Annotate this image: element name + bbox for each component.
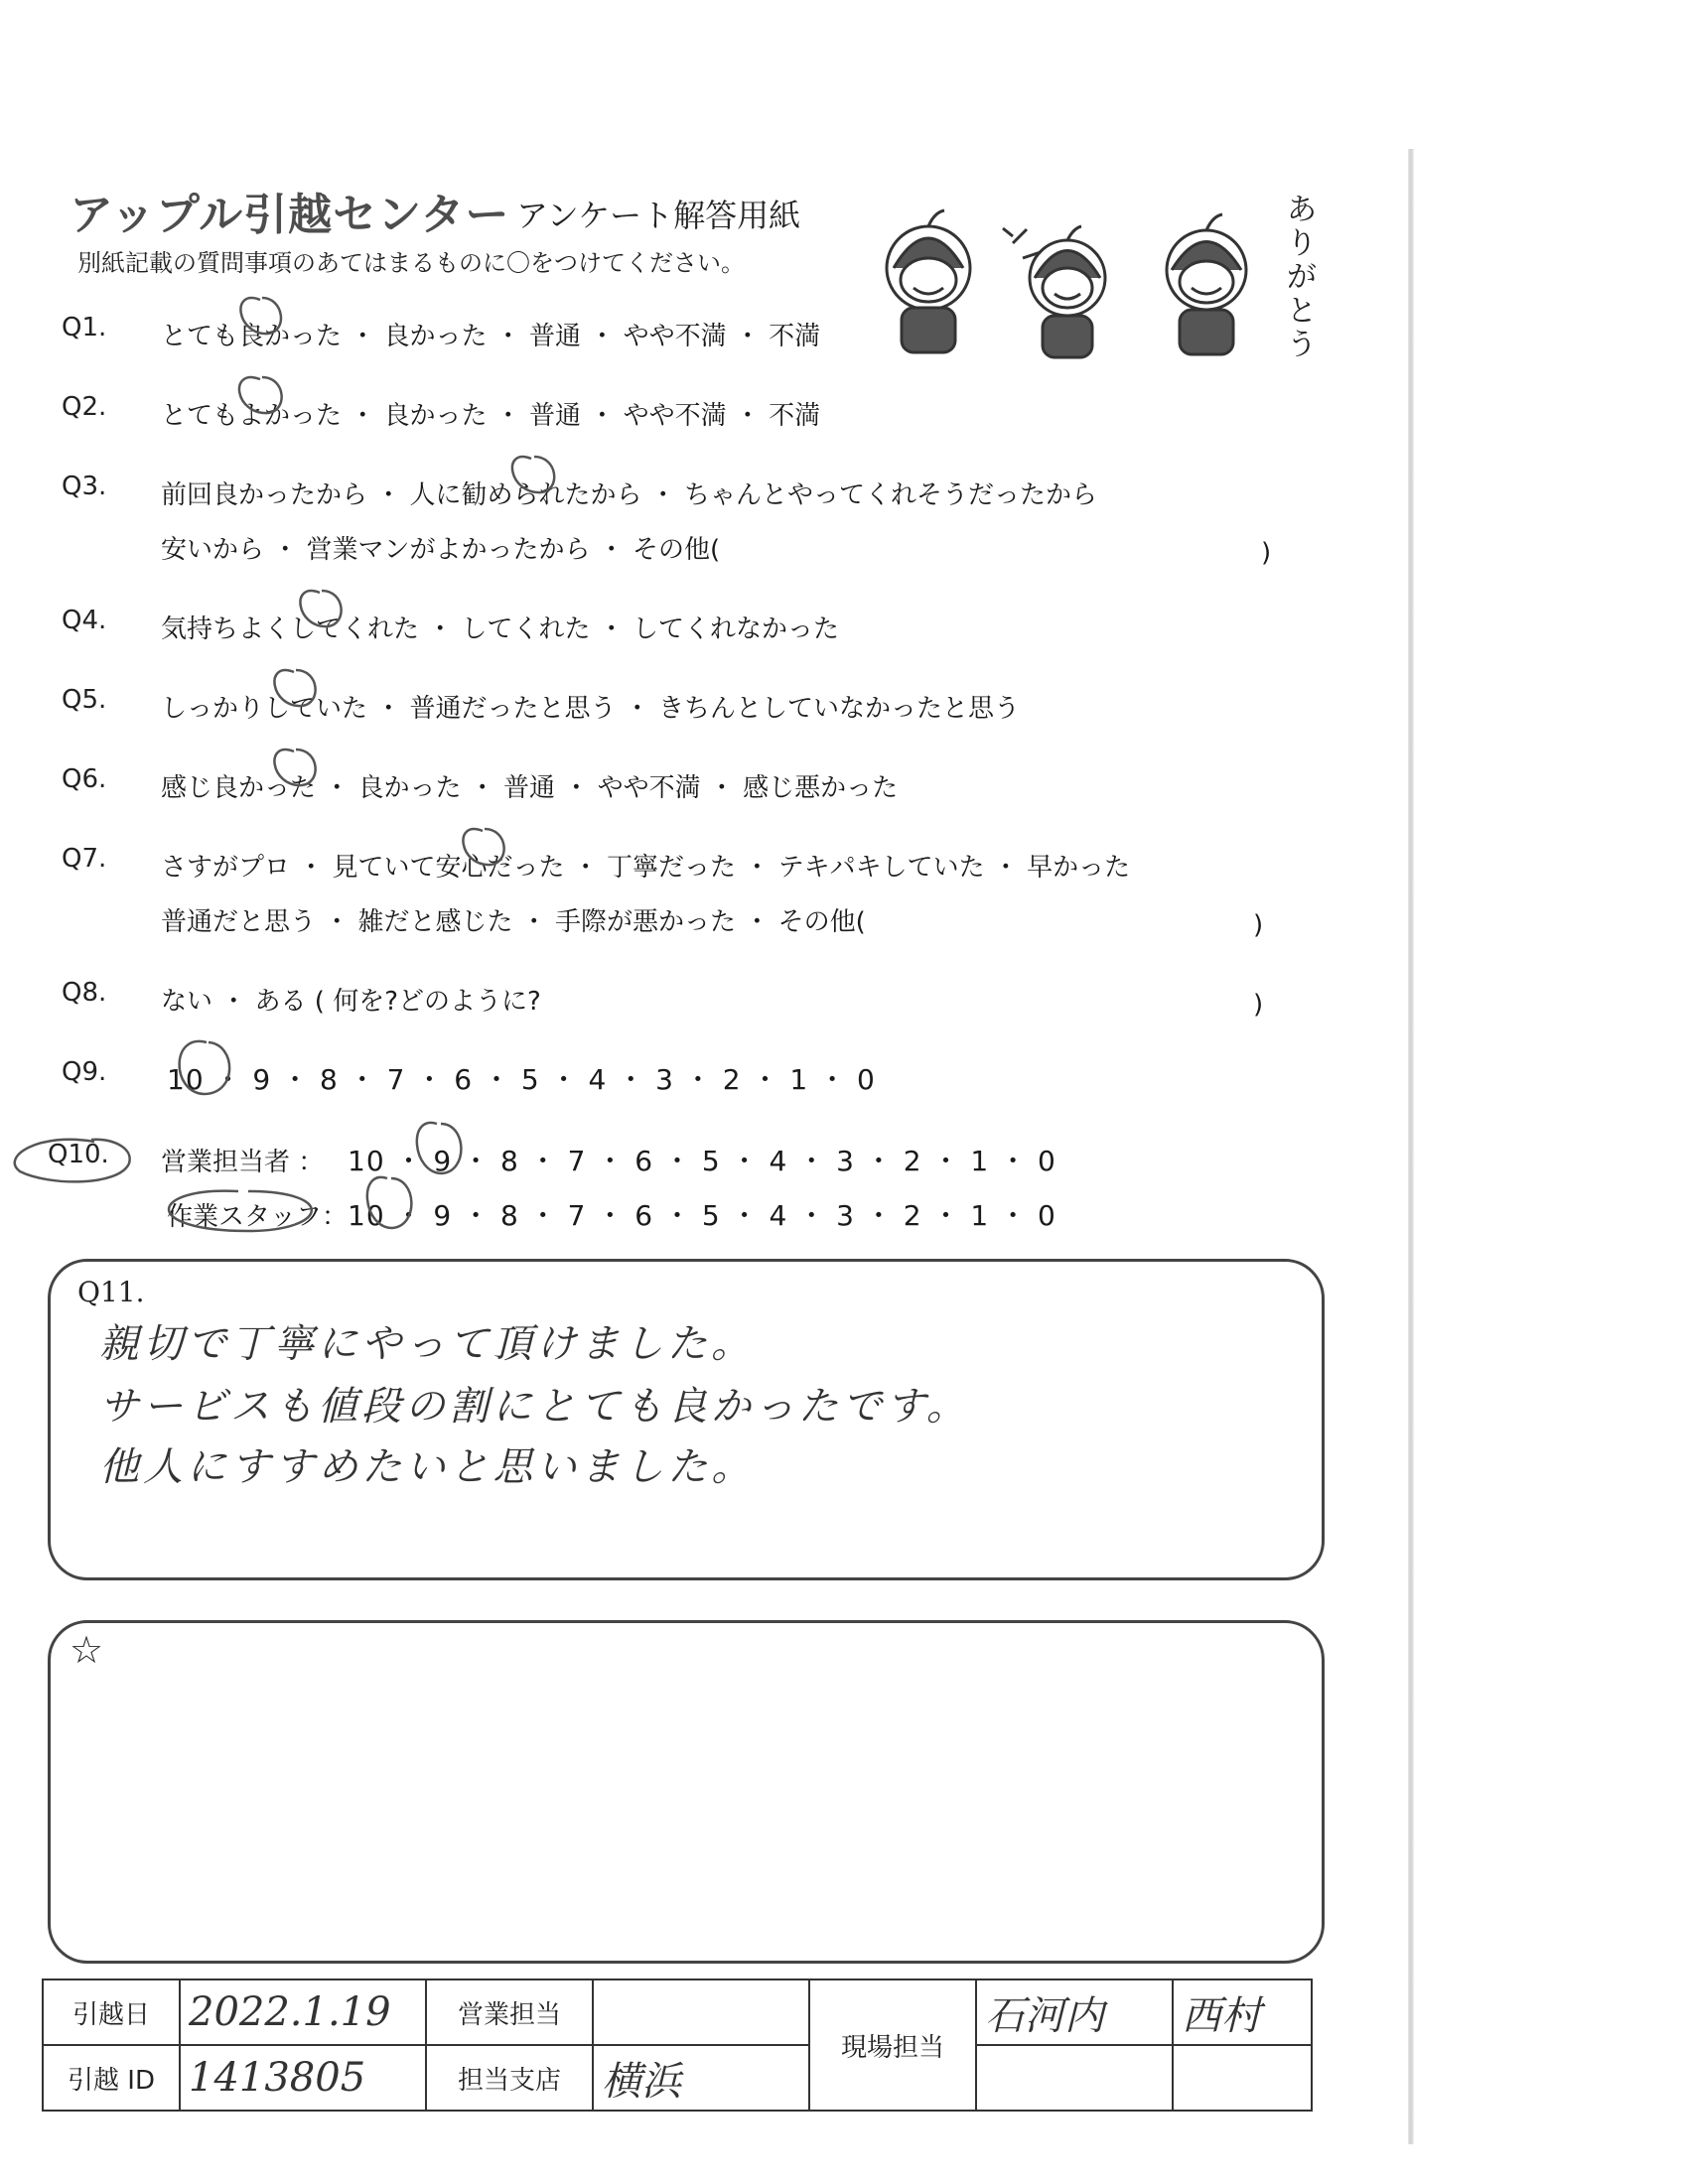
q8-close-paren: ): [1253, 990, 1264, 1020]
site-rep-value-1[interactable]: 石河内: [976, 1979, 1173, 2045]
q2-options[interactable]: とてもよかった ・ 良かった ・ 普通 ・ やや不満 ・ 不満: [161, 401, 821, 431]
q5-label: Q5.: [62, 685, 107, 715]
move-date-value[interactable]: 2022.1.19: [180, 1979, 426, 2045]
q4-options[interactable]: 気持ちよくしてくれた ・ してくれた ・ してくれなかった: [161, 614, 840, 644]
q6-options[interactable]: 感じ良かった ・ 良かった ・ 普通 ・ やや不満 ・ 感じ悪かった: [161, 773, 899, 803]
q10-sales-circle-mark: [417, 1123, 462, 1173]
q10-label-circle-mark: [15, 1140, 130, 1182]
q6-circle-mark: [274, 750, 315, 785]
q9-scale[interactable]: 10 ・ 9 ・ 8 ・ 7 ・ 6 ・ 5 ・ 4 ・ 3 ・ 2 ・ 1 ・ 0: [167, 1063, 876, 1096]
star-icon: ☆: [70, 1628, 104, 1672]
q11-comment-line2: サービスも値段の割にとても良かったです。: [99, 1384, 970, 1430]
q3-close-paren: ): [1261, 538, 1272, 568]
q7-close-paren: ): [1253, 910, 1264, 940]
sales-rep-label: 営業担当: [426, 1979, 593, 2045]
q5-circle-mark: [274, 670, 315, 706]
q3-options-line2[interactable]: 安いから ・ 営業マンがよかったから ・ その他(: [161, 535, 721, 565]
q3-options-line1[interactable]: 前回良かったから ・ 人に勧められたから ・ ちゃんとやってくれそうだったから: [161, 480, 1098, 510]
q3-label: Q3.: [62, 472, 107, 501]
brand-title: アップル引越センター: [70, 190, 510, 240]
q2-label: Q2.: [62, 392, 107, 422]
q10-staff-scale[interactable]: 10 ・ 9 ・ 8 ・ 7 ・ 6 ・ 5 ・ 4 ・ 3 ・ 2 ・ 1 ・ 0: [348, 1199, 1056, 1232]
branch-label: 担当支店: [426, 2045, 593, 2111]
q9-circle-mark: [180, 1041, 230, 1094]
q7-options-line1[interactable]: さすがプロ ・ 見ていて安心だった ・ 丁寧だった ・ テキパキしていた ・ 早かった: [161, 853, 1131, 883]
q10-staff-label: 作業スタッフ：: [167, 1202, 349, 1232]
q10-staff-label-ellipse-mark: [169, 1191, 312, 1231]
site-rep-value-3[interactable]: [976, 2045, 1173, 2111]
move-id-label: 引越 ID: [43, 2045, 180, 2111]
q8-label: Q8.: [62, 978, 107, 1008]
branch-value[interactable]: 横浜: [593, 2045, 809, 2111]
move-date-label: 引越日: [43, 1979, 180, 2045]
q11-comment-line1: 親切で丁寧にやって頂けました。: [99, 1321, 755, 1367]
q10-label: Q10.: [48, 1140, 109, 1169]
q11-label: Q11.: [77, 1276, 145, 1308]
q5-options[interactable]: しっかりしていた ・ 普通だったと思う ・ きちんとしていなかったと思う: [161, 694, 1021, 724]
q9-label: Q9.: [62, 1057, 107, 1087]
q8-options[interactable]: ない ・ ある ( 何を?どのように?: [161, 987, 541, 1017]
q11-comment-line3: 他人にすすめたいと思いました。: [99, 1444, 756, 1490]
q3-circle-mark: [512, 457, 554, 492]
q10-sales-scale[interactable]: 10 ・ 9 ・ 8 ・ 7 ・ 6 ・ 5 ・ 4 ・ 3 ・ 2 ・ 1 ・ 0: [348, 1145, 1056, 1177]
q1-options[interactable]: とても良かった ・ 良かった ・ 普通 ・ やや不満 ・ 不満: [161, 322, 821, 351]
instruction-text: 別紙記載の質問事項のあてはまるものに〇をつけてください。: [77, 249, 745, 277]
q4-circle-mark: [300, 591, 341, 626]
sales-rep-value[interactable]: [593, 1979, 809, 2045]
q7-label: Q7.: [62, 844, 107, 874]
form-subtitle: アンケート解答用紙: [516, 197, 801, 234]
q1-label: Q1.: [62, 313, 107, 342]
move-id-value[interactable]: 1413805: [180, 2045, 426, 2111]
site-rep-value-2[interactable]: 西村: [1173, 1979, 1312, 2045]
footer-info-table: [42, 1979, 1313, 2110]
q10-sales-label: 営業担当者 ：: [161, 1148, 325, 1177]
q1-circle-mark: [240, 298, 281, 334]
q2-circle-mark: [239, 377, 282, 413]
site-rep-value-4[interactable]: [1173, 2045, 1312, 2111]
mascot-thanks-text: ありがとう: [1287, 193, 1317, 362]
q6-label: Q6.: [62, 764, 107, 794]
q10-staff-circle-mark: [367, 1177, 412, 1228]
q7-circle-mark: [463, 829, 503, 865]
site-rep-label: 現場担当: [809, 1979, 976, 2111]
q7-options-line2[interactable]: 普通だと思う ・ 雑だと感じた ・ 手際が悪かった ・ その他(: [161, 907, 866, 937]
q4-label: Q4.: [62, 606, 107, 635]
